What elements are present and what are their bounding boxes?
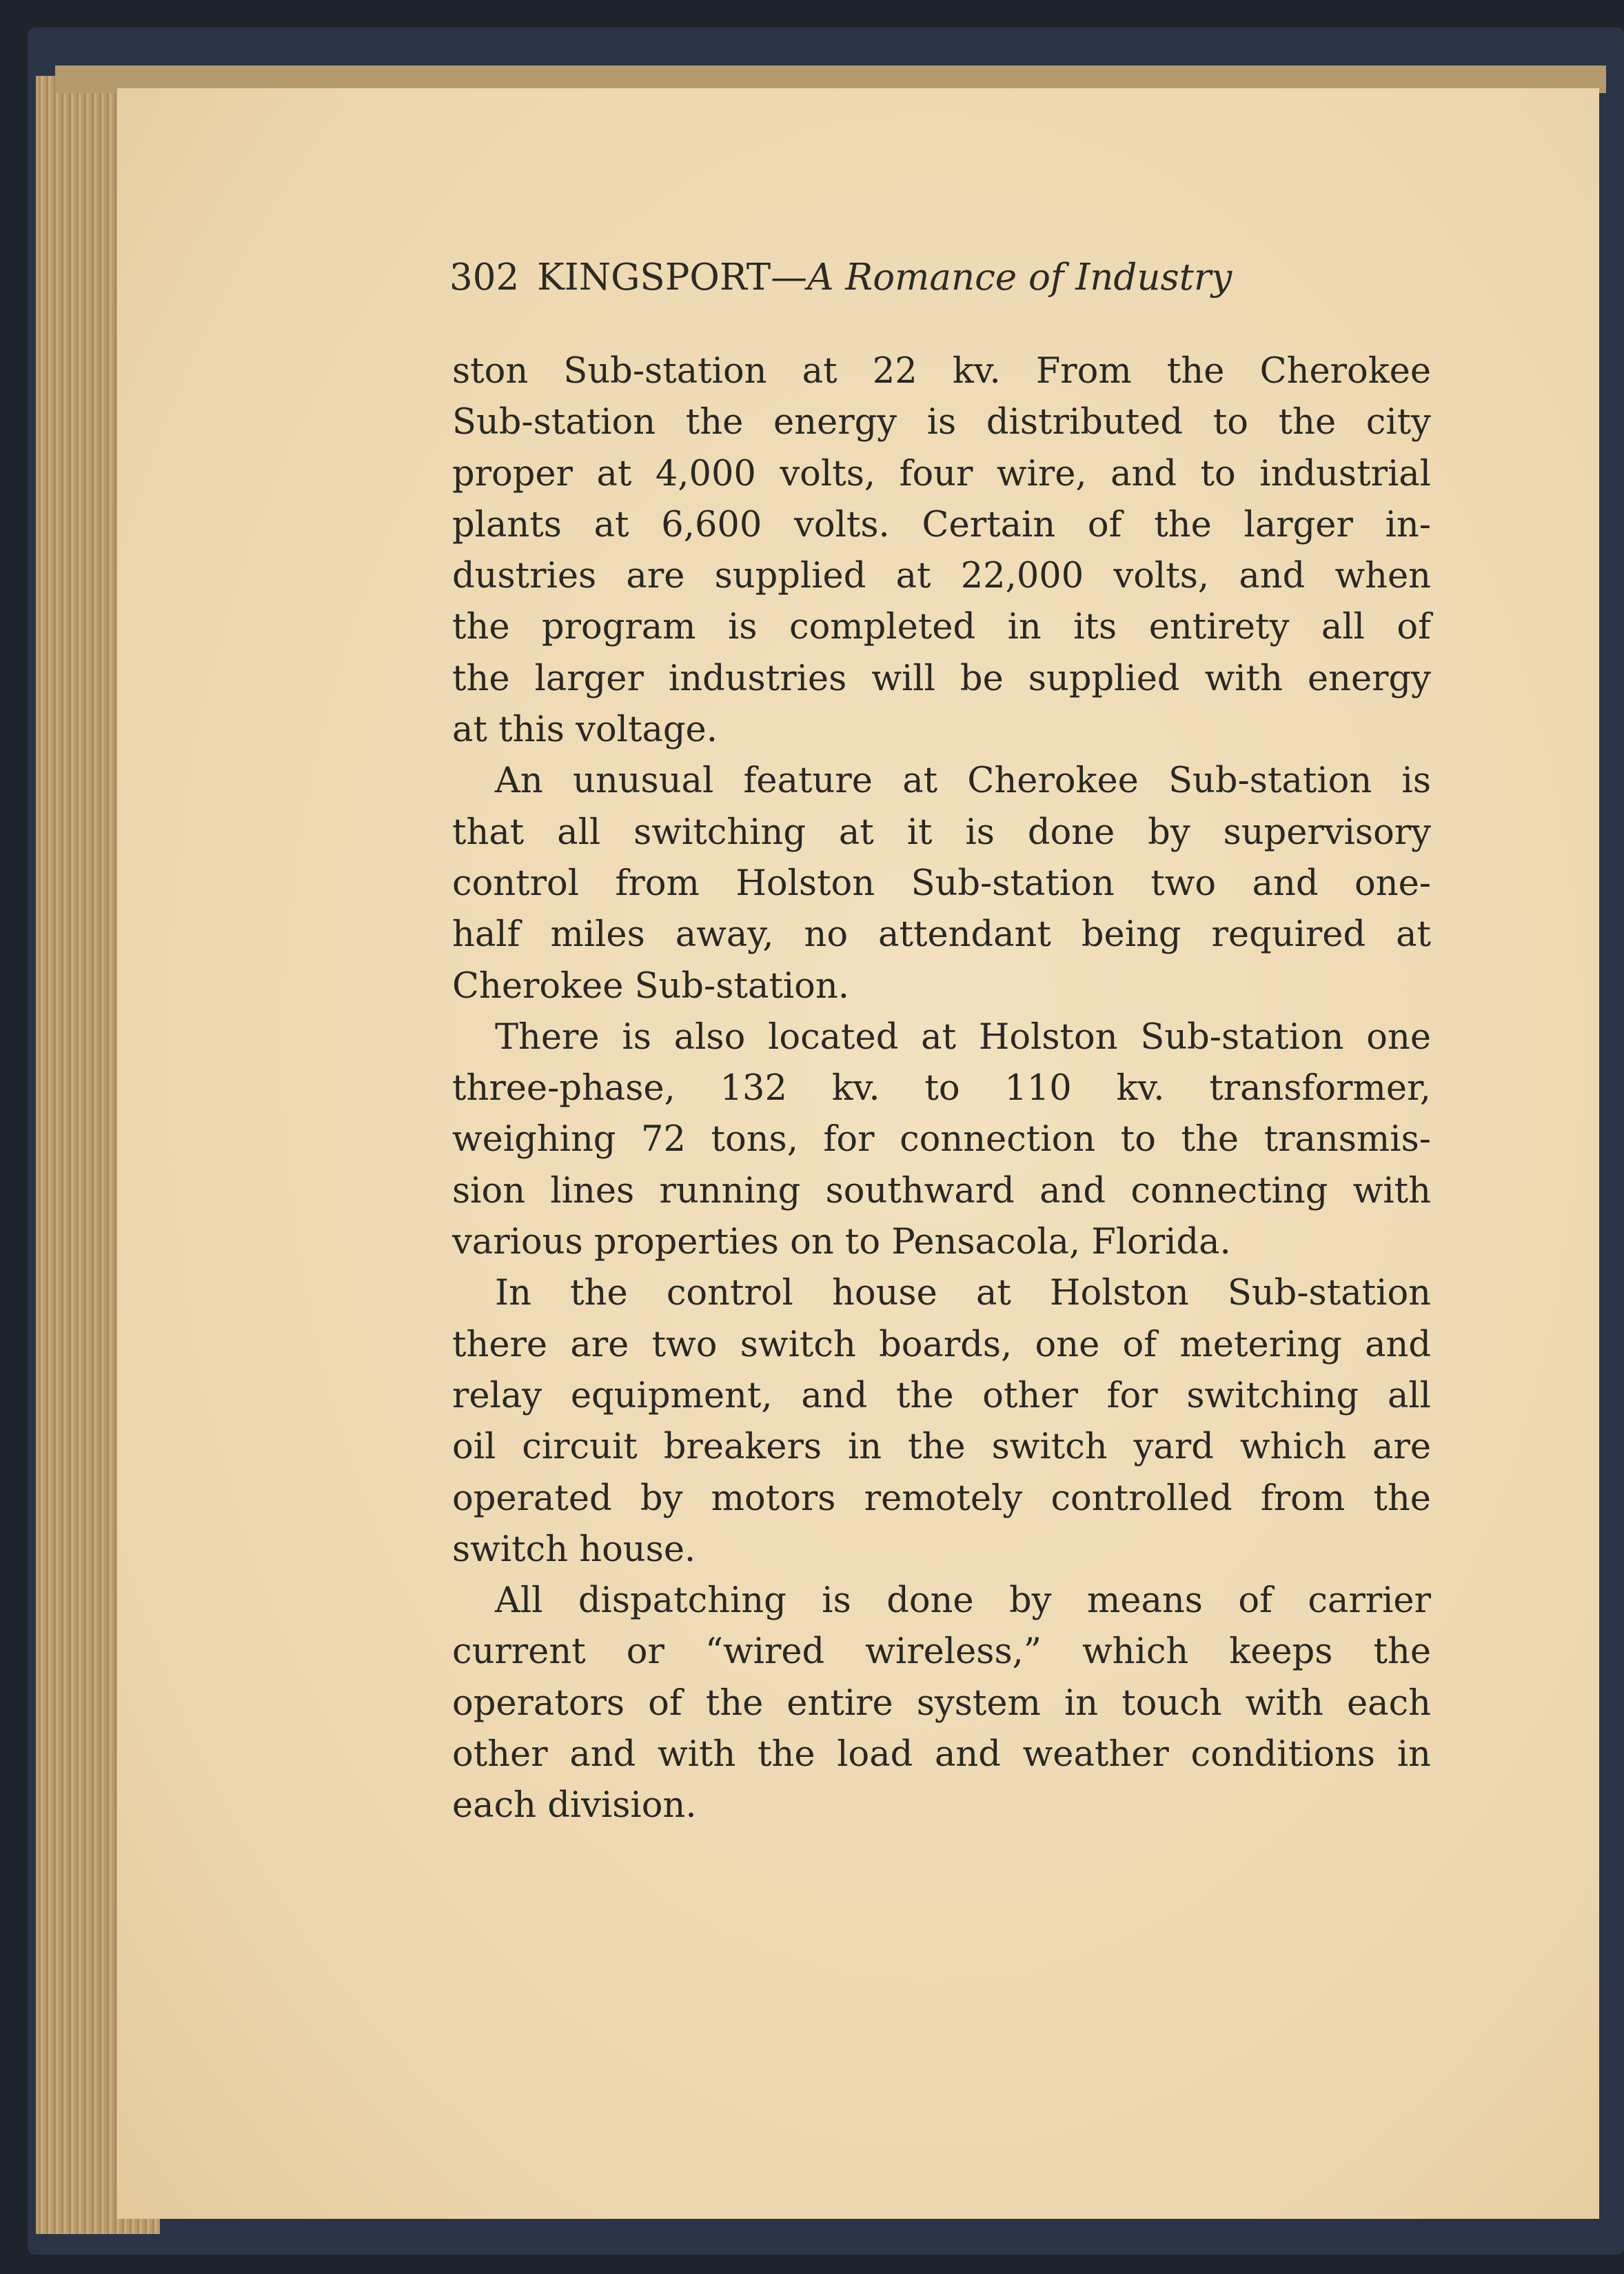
text-line: three-phase, 132 kv. to 110 kv. transformer,: [452, 1068, 1431, 1109]
text-line: each division.: [452, 1785, 697, 1827]
book-title: KINGSPORT—: [537, 256, 808, 299]
text-line: In the control house at Holston Sub-station: [495, 1273, 1431, 1314]
text-line: Sub-station the energy is distributed to the city: [452, 402, 1431, 443]
text-line: various properties on to Pensacola, Florida.: [452, 1222, 1231, 1263]
paragraph: [452, 756, 1431, 1012]
paragraph: [452, 1012, 1431, 1268]
text-line: There is also located at Holston Sub-station one: [495, 1016, 1431, 1058]
text-line: weighing 72 tons, for connection to the transmis-: [452, 1119, 1431, 1160]
text-line: other and with the load and weather conditions in: [452, 1734, 1431, 1775]
text-line: half miles away, no attendant being required at: [452, 914, 1431, 956]
text-line: proper at 4,000 volts, four wire, and to industrial: [452, 453, 1431, 494]
paragraph: [452, 1268, 1431, 1576]
text-line: control from Holston Sub-station two and one-: [452, 863, 1431, 904]
text-line: at this voltage.: [452, 710, 718, 751]
text-line: the program is completed in its entirety all of: [452, 607, 1431, 648]
text-line: the larger industries will be supplied with energy: [452, 658, 1431, 699]
book-subtitle: A Romance of Industry: [807, 256, 1232, 299]
text-line: there are two switch boards, one of metering and: [452, 1324, 1431, 1365]
text-line: operated by motors remotely controlled from the: [452, 1478, 1431, 1519]
text-line: sion lines running southward and connecting with: [452, 1170, 1431, 1211]
text-line: All dispatching is done by means of carrier: [495, 1580, 1431, 1622]
text-line: relay equipment, and the other for switching all: [452, 1375, 1431, 1416]
page-number: 302: [449, 256, 520, 299]
text-line: current or “wired wireless,” which keeps the: [452, 1631, 1431, 1673]
running-header: [449, 256, 1366, 299]
body-text: [452, 346, 1431, 1832]
text-line: ston Sub-station at 22 kv. From the Cherokee: [452, 351, 1431, 392]
text-line: dustries are supplied at 22,000 volts, and when: [452, 556, 1431, 597]
text-line: Cherokee Sub-station.: [452, 965, 849, 1007]
text-line: operators of the entire system in touch with each: [452, 1682, 1431, 1724]
text-line: An unusual feature at Cherokee Sub-station is: [495, 761, 1431, 802]
text-line: switch house.: [452, 1529, 696, 1570]
paragraph: [452, 1576, 1431, 1831]
text-line: that all switching at it is done by supervisory: [452, 812, 1431, 853]
text-line: plants at 6,600 volts. Certain of the larger in-: [452, 504, 1431, 545]
text-line: oil circuit breakers in the switch yard which are: [452, 1427, 1431, 1468]
paragraph: [452, 346, 1431, 756]
